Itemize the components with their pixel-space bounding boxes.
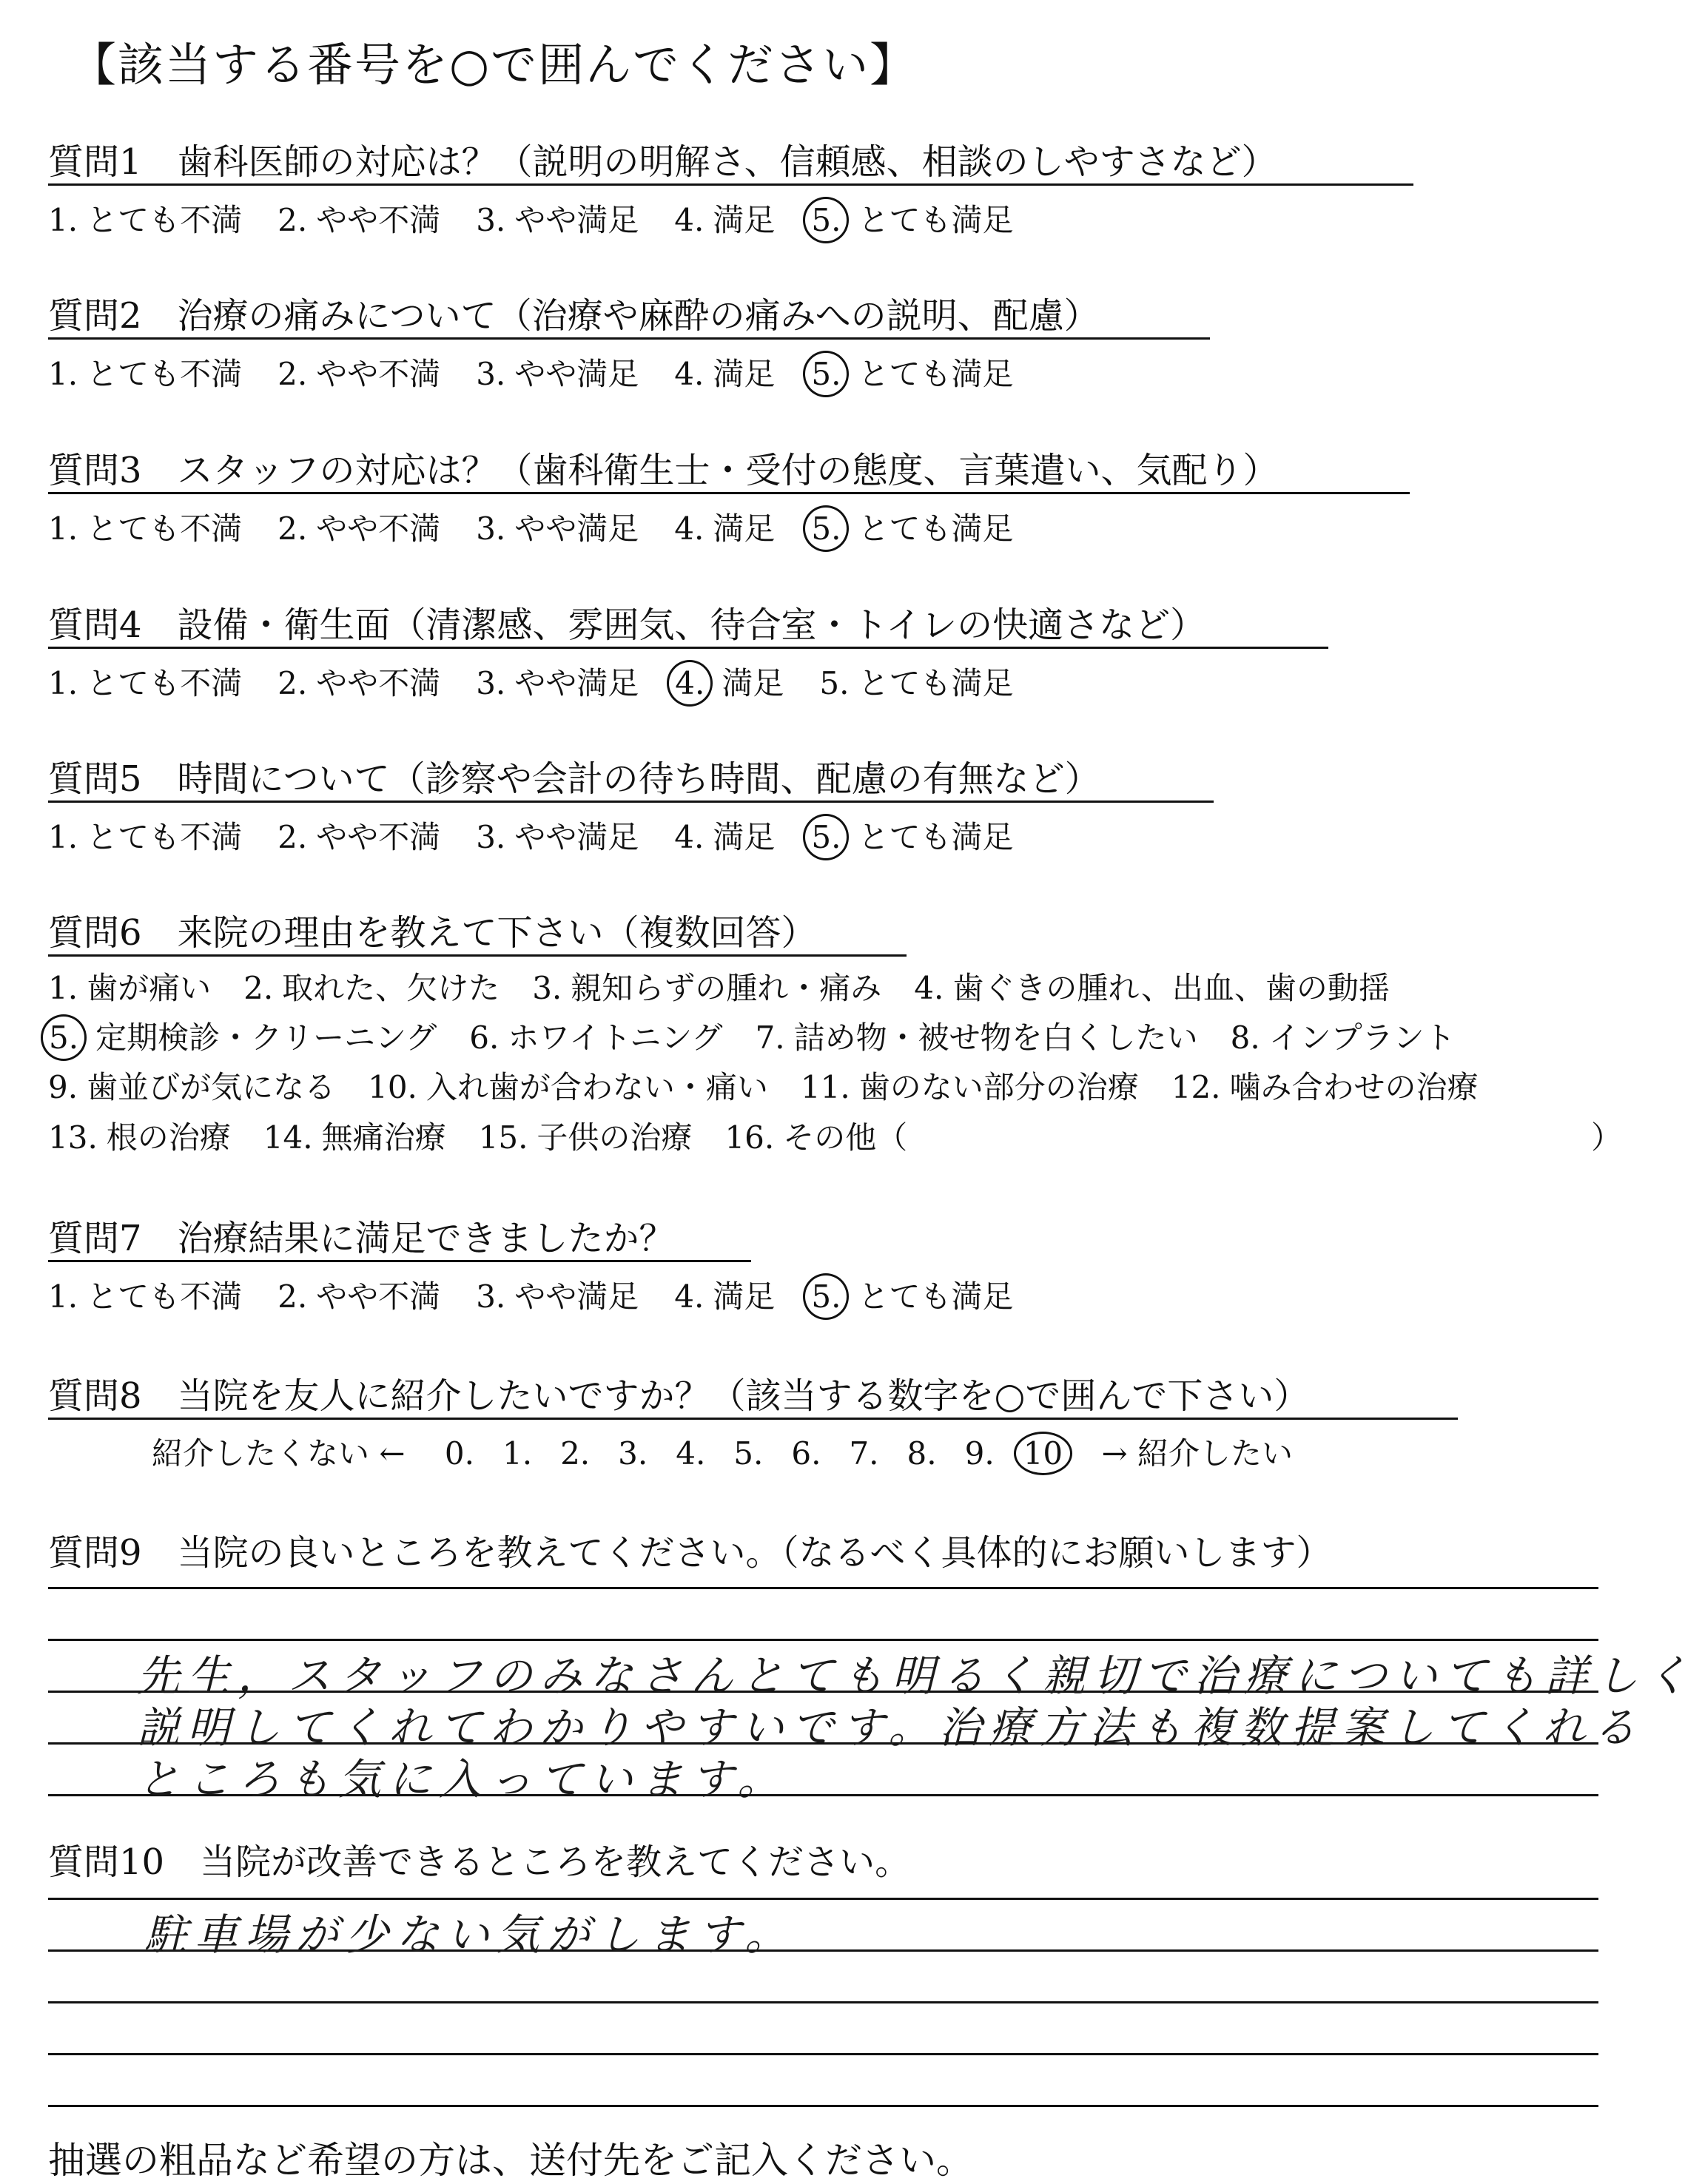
ruled-line — [48, 1587, 1598, 1589]
q8-scale-number[interactable]: 3. — [618, 1435, 648, 1472]
q2-option-1[interactable] — [48, 350, 242, 394]
option-label: やや不満 — [316, 356, 441, 392]
option-label: 取れた、欠けた — [282, 970, 500, 1006]
option-label: 歯のない部分の治療 — [858, 1069, 1139, 1105]
option-label: その他（ — [783, 1119, 908, 1156]
q7-option-2[interactable] — [278, 1273, 440, 1317]
q2-options — [48, 350, 1049, 394]
q8-underline — [48, 1418, 1458, 1420]
q1-option-5[interactable] — [810, 196, 1013, 240]
option-label: 満足 — [722, 665, 784, 701]
q6-option[interactable] — [914, 964, 1390, 1008]
q5-option-1[interactable] — [48, 813, 242, 857]
option-label: とても不満 — [87, 819, 243, 855]
option-number: 5. — [803, 505, 849, 552]
option-number: 5. — [803, 1273, 849, 1320]
q8-scale — [152, 1429, 1293, 1475]
option-label: やや不満 — [316, 1278, 441, 1315]
q8-scale-number[interactable]: 8. — [907, 1435, 937, 1472]
option-number: 16. — [724, 1119, 775, 1156]
option-label: とても不満 — [87, 202, 243, 238]
q1-option-4[interactable] — [674, 196, 775, 240]
q6-option[interactable] — [801, 1063, 1139, 1108]
q6-option[interactable] — [479, 1113, 693, 1158]
q3-option-2[interactable] — [278, 505, 440, 549]
ruled-line — [48, 2053, 1598, 2055]
q4-heading: 質問4 設備・衛生面（清潔感、雰囲気、待合室・トイレの快適さなど） — [48, 604, 1206, 646]
q7-option-5[interactable] — [810, 1273, 1013, 1317]
option-label: 満足 — [713, 1278, 776, 1315]
option-label: とても満足 — [858, 665, 1014, 701]
q4-option-1[interactable] — [48, 659, 242, 704]
option-label: とても不満 — [87, 510, 243, 547]
q2-option-5[interactable] — [810, 350, 1013, 394]
option-label: 歯ぐきの腫れ、出血、歯の動揺 — [952, 970, 1390, 1006]
q6-underline — [48, 954, 907, 957]
q1-option-2[interactable] — [278, 196, 440, 240]
q5-underline — [48, 801, 1214, 803]
q6-option[interactable] — [48, 1014, 437, 1058]
option-number: 5. — [803, 351, 849, 397]
option-label: 子供の治療 — [537, 1119, 693, 1156]
option-number: 4. — [674, 819, 704, 855]
q6-row-3 — [48, 1063, 1511, 1108]
q6-row-1 — [48, 964, 1422, 1008]
q5-option-2[interactable] — [278, 813, 440, 857]
option-label: 歯が痛い — [87, 970, 212, 1006]
q8-heading: 質問8 当院を友人に紹介したいですか？（該当する数字を○で囲んで下さい） — [48, 1375, 1310, 1417]
q1-option-1[interactable] — [48, 196, 242, 240]
option-label: 親知らずの腫れ・痛み — [571, 970, 882, 1006]
option-label: やや不満 — [316, 665, 441, 701]
option-number: 3. — [476, 510, 506, 547]
option-number: 4. — [674, 1278, 704, 1315]
q6-option[interactable] — [756, 1014, 1198, 1058]
option-number: 11. — [800, 1069, 850, 1105]
q1-underline — [48, 183, 1413, 186]
option-number: 2. — [278, 356, 308, 392]
q8-scale-number[interactable]: 2. — [560, 1435, 591, 1472]
option-number: 8. — [1230, 1019, 1260, 1056]
option-number: 1. — [48, 1278, 78, 1315]
option-number: 3. — [476, 202, 506, 238]
option-label: やや満足 — [514, 356, 639, 392]
option-label: ホワイトニング — [508, 1019, 723, 1056]
q7-option-4[interactable] — [674, 1273, 775, 1317]
q6-option[interactable] — [532, 964, 881, 1008]
option-label: やや満足 — [514, 665, 639, 701]
q6-option[interactable] — [48, 964, 211, 1008]
page-title: 【該当する番号を○で囲んでください】 — [70, 38, 918, 92]
option-number: 1. — [48, 665, 78, 701]
q1-options — [48, 196, 1049, 240]
q8-scale-number[interactable]: 4. — [676, 1435, 706, 1472]
q7-option-3[interactable] — [476, 1273, 639, 1317]
q1-heading: 質問1 歯科医師の対応は？（説明の明解さ、信頼感、相談のしやすさなど） — [48, 141, 1277, 183]
q2-option-4[interactable] — [674, 350, 775, 394]
option-label: とても満足 — [858, 202, 1014, 238]
option-number: 1. — [48, 970, 78, 1006]
q4-option-3[interactable] — [476, 659, 639, 704]
option-label: 定期検診・クリーニング — [95, 1019, 437, 1056]
option-number: 4. — [674, 202, 704, 238]
q3-option-1[interactable] — [48, 505, 242, 549]
option-label: 根の治療 — [106, 1119, 231, 1156]
option-label: とても不満 — [87, 665, 243, 701]
q9-answer-line-2: 説明してくれてわかりやすいです。治療方法も複数提案してくれる — [137, 1702, 1644, 1753]
option-label: 満足 — [713, 356, 776, 392]
option-number: 3. — [532, 970, 562, 1006]
q9-heading: 質問9 当院の良いところを教えてください。（なるべく具体的にお願いします） — [48, 1532, 1332, 1574]
q6-option[interactable] — [1231, 1014, 1456, 1058]
q6-option[interactable] — [1171, 1063, 1479, 1108]
option-label: とても満足 — [858, 1278, 1014, 1315]
option-label: 詰め物・被せ物を白くしたい — [793, 1019, 1198, 1056]
q8-scale-number[interactable]: 1. — [502, 1435, 533, 1472]
option-label: とても満足 — [858, 819, 1014, 855]
q6-other-close: ） — [1591, 1119, 1623, 1156]
q2-heading: 質問2 治療の痛みについて（治療や麻酔の痛みへの説明、配慮） — [48, 295, 1100, 337]
q10-heading: 質問10 当院が改善できるところを教えてください。 — [48, 1841, 911, 1883]
option-label: やや満足 — [514, 202, 639, 238]
q5-heading: 質問5 時間について（診察や会計の待ち時間、配慮の有無など） — [48, 758, 1100, 800]
ruled-line — [48, 2105, 1598, 2107]
q8-left-label: 紹介したくない ← — [152, 1435, 406, 1472]
option-number: 2. — [278, 202, 308, 238]
q2-option-3[interactable] — [476, 350, 639, 394]
q6-option[interactable] — [48, 1113, 231, 1158]
q4-options — [48, 659, 1049, 704]
option-number: 5. — [803, 197, 849, 243]
option-label: 満足 — [713, 202, 776, 238]
option-number: 5. — [41, 1014, 87, 1061]
q9-answer-line-3: ところも気に入っています。 — [137, 1754, 788, 1804]
ruled-line — [48, 2001, 1598, 2003]
option-label: インプラント — [1268, 1019, 1456, 1056]
q8-right-label: → 紹介したい — [1101, 1435, 1294, 1472]
option-number: 3. — [476, 665, 506, 701]
q6-option[interactable] — [48, 1063, 335, 1108]
q6-option[interactable] — [469, 1014, 722, 1058]
q5-option-4[interactable] — [674, 813, 775, 857]
q5-option-3[interactable] — [476, 813, 639, 857]
q3-option-3[interactable] — [476, 505, 639, 549]
option-number: 13. — [48, 1119, 98, 1156]
option-label: やや満足 — [514, 510, 639, 547]
option-number: 6. — [469, 1019, 500, 1056]
q2-underline — [48, 337, 1210, 340]
q4-option-4[interactable] — [674, 659, 784, 704]
option-number: 4. — [674, 356, 704, 392]
option-label: 満足 — [713, 510, 776, 547]
option-number: 2. — [243, 970, 274, 1006]
option-label: やや満足 — [514, 1278, 639, 1315]
option-label: 無痛治療 — [321, 1119, 446, 1156]
q3-heading: 質問3 スタッフの対応は？（歯科衛生士・受付の態度、言葉遣い、気配り） — [48, 450, 1279, 491]
q4-underline — [48, 647, 1328, 649]
option-number: 12. — [1171, 1069, 1221, 1105]
q3-option-4[interactable] — [674, 505, 775, 549]
option-number: 5. — [819, 665, 850, 701]
option-number: 2. — [278, 819, 308, 855]
option-label: とても不満 — [87, 1278, 243, 1315]
option-label: やや不満 — [316, 510, 441, 547]
option-number: 4. — [667, 660, 713, 707]
q3-option-5[interactable] — [810, 505, 1013, 549]
q1-option-3[interactable] — [476, 196, 639, 240]
q8-scale-number[interactable]: 7. — [849, 1435, 879, 1472]
option-number: 2. — [278, 665, 308, 701]
option-label: 噛み合わせの治療 — [1229, 1069, 1479, 1105]
option-number: 14. — [263, 1119, 313, 1156]
q6-row-4 — [48, 1113, 940, 1158]
q5-option-5[interactable] — [810, 813, 1013, 857]
q6-option[interactable] — [724, 1113, 907, 1158]
q10-answer-line-1: 駐車場が少ない気がします。 — [144, 1910, 796, 1960]
q3-options — [48, 505, 1049, 549]
q6-option[interactable] — [263, 1113, 446, 1158]
q4-option-2[interactable] — [278, 659, 440, 704]
q6-option[interactable] — [243, 964, 500, 1008]
option-number: 4. — [914, 970, 944, 1006]
q9-answer-line-1: 先生，スタッフのみなさんとても明るく親切で治療についても詳しく — [137, 1651, 1696, 1701]
option-number: 1. — [48, 202, 78, 238]
option-number: 4. — [674, 510, 704, 547]
option-number: 7. — [755, 1019, 785, 1056]
option-label: やや満足 — [514, 819, 639, 855]
option-label: やや不満 — [316, 202, 441, 238]
option-label: とても満足 — [858, 510, 1014, 547]
option-number: 5. — [803, 814, 849, 860]
option-label: 歯並びが気になる — [87, 1069, 336, 1105]
option-number: 15. — [478, 1119, 528, 1156]
option-number: 1. — [48, 356, 78, 392]
q7-option-1[interactable] — [48, 1273, 242, 1317]
option-number: 2. — [278, 1278, 308, 1315]
q6-option[interactable] — [368, 1063, 768, 1108]
option-number: 3. — [476, 1278, 506, 1315]
option-label: やや不満 — [316, 819, 441, 855]
q7-underline — [48, 1260, 751, 1262]
q8-scale-number[interactable]: 9. — [964, 1435, 995, 1472]
q6-row-2 — [48, 1014, 1488, 1058]
option-number: 9. — [48, 1069, 78, 1105]
q2-option-2[interactable] — [278, 350, 440, 394]
option-number: 2. — [278, 510, 308, 547]
option-number: 10. — [368, 1069, 417, 1105]
q8-scale-number[interactable]: 0. — [444, 1435, 474, 1472]
option-number: 3. — [476, 356, 506, 392]
option-label: 入れ歯が合わない・痛い — [426, 1069, 768, 1105]
q6-heading: 質問6 来院の理由を教えて下さい（複数回答） — [48, 912, 817, 954]
q8-scale-number[interactable]: 10 — [1014, 1432, 1072, 1475]
q8-scale-number[interactable]: 6. — [791, 1435, 821, 1472]
q5-options — [48, 813, 1049, 857]
q8-scale-number[interactable]: 5. — [733, 1435, 764, 1472]
q4-option-5[interactable] — [819, 659, 1013, 704]
option-label: 満足 — [713, 819, 776, 855]
option-number: 1. — [48, 510, 78, 547]
footer-note: 抽選の粗品など希望の方は、送付先をご記入ください。 — [48, 2139, 973, 2182]
q7-heading: 質問7 治療結果に満足できましたか？ — [48, 1218, 675, 1259]
q3-underline — [48, 492, 1410, 494]
option-number: 3. — [476, 819, 506, 855]
option-number: 1. — [48, 819, 78, 855]
option-label: とても不満 — [87, 356, 243, 392]
option-label: とても満足 — [858, 356, 1014, 392]
q7-options — [48, 1273, 1049, 1317]
